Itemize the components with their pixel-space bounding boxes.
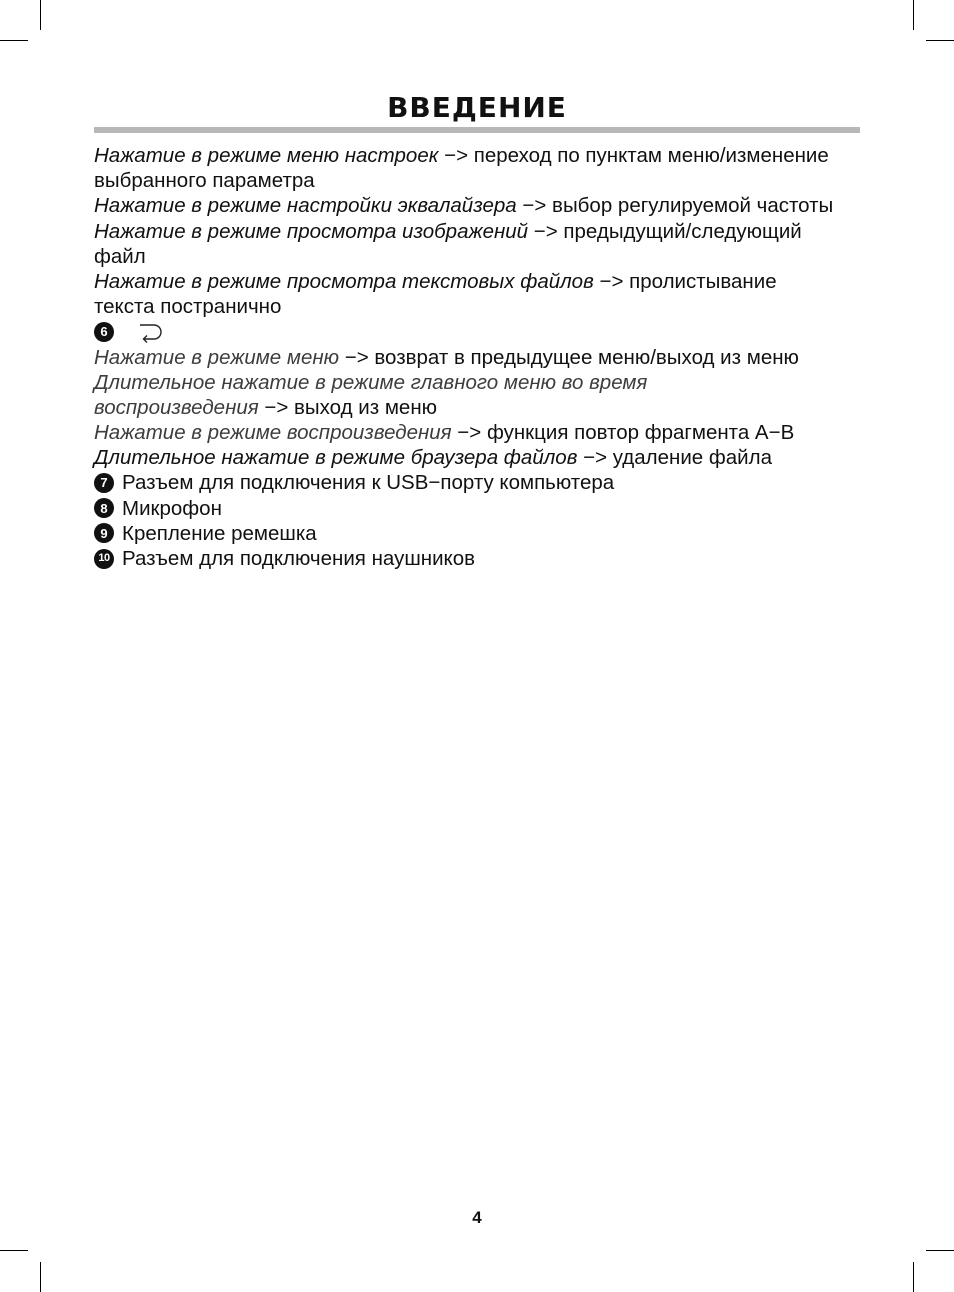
text-line xyxy=(94,445,884,470)
text-line xyxy=(94,269,884,294)
mode-description: Нажатие в режиме просмотра текстовых файлов xyxy=(94,269,594,293)
item-number-badge: 10 xyxy=(94,549,114,569)
crop-mark xyxy=(40,1262,41,1292)
text-line xyxy=(94,244,884,269)
item-number-badge: 9 xyxy=(94,523,114,543)
action-description: −> удаление файла xyxy=(577,446,772,470)
text-line xyxy=(94,345,884,370)
page-number: 4 xyxy=(472,1208,482,1227)
mode-description: Нажатие в режиме меню настроек xyxy=(94,144,439,167)
crop-mark xyxy=(913,1262,914,1292)
text-line xyxy=(94,294,884,319)
item-6-header xyxy=(94,319,884,344)
text-line xyxy=(94,420,884,445)
mode-description: воспроизведения xyxy=(94,395,259,419)
mode-description: Длительное нажатие в режиме главного меню во время xyxy=(94,370,648,394)
return-arrow-icon xyxy=(136,321,166,343)
crop-mark xyxy=(926,1250,954,1251)
list-item xyxy=(94,470,884,495)
text-line xyxy=(94,395,884,420)
item-label: Крепление ремешка xyxy=(122,521,317,545)
action-description: −> переход по пунктам меню/изменение xyxy=(438,144,829,167)
item-number-badge: 8 xyxy=(94,498,114,518)
action-description: −> выход из меню xyxy=(258,395,438,419)
item-label: Разъем для подключения наушников xyxy=(122,547,476,570)
text-line xyxy=(94,193,884,218)
action-description: −> возврат в предыдущее меню/выход из меню xyxy=(339,345,799,369)
crop-mark xyxy=(913,0,914,30)
action-description: −> предыдущий/следующий xyxy=(528,219,802,243)
mode-description: Длительное нажатие в режиме браузера файлов xyxy=(94,446,578,470)
crop-mark xyxy=(926,40,954,41)
text-line xyxy=(94,370,884,395)
page-content xyxy=(94,143,884,571)
list-item xyxy=(94,546,884,571)
page-title: ВВЕДЕНИЕ xyxy=(387,91,567,124)
action-description: −> функция повтор фрагмента A−B xyxy=(451,421,795,445)
mode-description: Нажатие в режиме воспроизведения xyxy=(94,421,452,445)
text-line xyxy=(94,168,884,193)
mode-description: Нажатие в режиме меню xyxy=(94,345,340,369)
crop-mark xyxy=(0,40,28,41)
action-description: файл xyxy=(94,244,146,268)
list-item xyxy=(94,521,884,546)
item-label: Разъем для подключения к USB−порту компьютера xyxy=(122,471,615,495)
action-description: выбранного параметра xyxy=(94,169,315,193)
mode-description: Нажатие в режиме настройки эквалайзера xyxy=(94,194,517,218)
item-label: Микрофон xyxy=(122,496,222,520)
action-description: −> выбор регулируемой частоты xyxy=(516,194,834,218)
mode-description: Нажатие в режиме просмотра изображений xyxy=(94,219,529,243)
item-number-badge: 7 xyxy=(94,473,114,493)
item-number-badge: 6 xyxy=(94,322,114,342)
title-underline xyxy=(94,127,860,133)
list-item xyxy=(94,496,884,521)
text-line xyxy=(94,143,884,168)
crop-mark xyxy=(0,1250,28,1251)
text-line xyxy=(94,219,884,244)
crop-mark xyxy=(40,0,41,30)
action-description: −> пролистывание xyxy=(593,269,777,293)
action-description: текста постранично xyxy=(94,295,282,319)
